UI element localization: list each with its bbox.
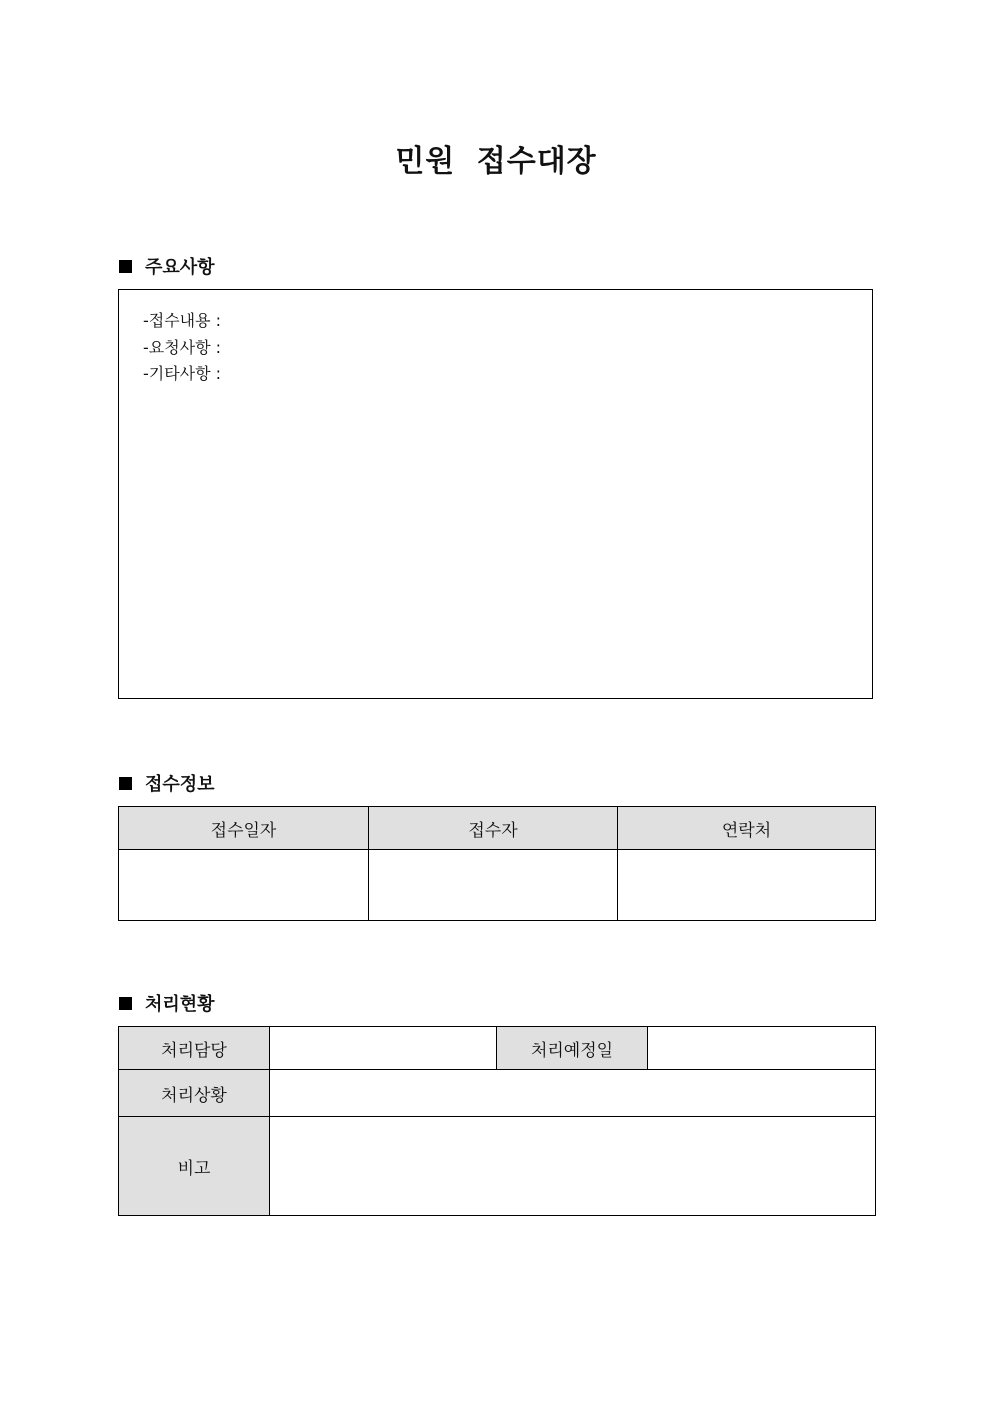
main-items-box[interactable]	[118, 289, 873, 699]
label-handler: 처리담당	[119, 1027, 270, 1070]
memo-line-request: -요청사항 :	[143, 337, 222, 357]
memo-line-other: -기타사항 :	[143, 364, 222, 383]
section-heading-label: 처리현황	[145, 994, 215, 1015]
section-heading-intake-info	[119, 770, 215, 796]
section-heading-main-items	[119, 253, 215, 279]
square-bullet-icon	[119, 777, 132, 790]
processing-status-table	[118, 1026, 876, 1216]
column-header-contact: 연락처	[618, 807, 876, 850]
section-heading-label: 접수정보	[145, 774, 215, 795]
handler-cell[interactable]	[270, 1027, 497, 1070]
label-status: 처리상황	[119, 1070, 270, 1117]
section-heading-processing-status	[119, 990, 215, 1016]
column-header-intake-date: 접수일자	[119, 807, 369, 850]
square-bullet-icon	[119, 997, 132, 1010]
section-heading-label: 주요사항	[145, 257, 215, 278]
status-cell[interactable]	[270, 1070, 876, 1117]
label-due-date: 처리예정일	[497, 1027, 648, 1070]
memo-line-intake-content: -접수내용 :	[143, 311, 222, 330]
intake-date-cell[interactable]	[119, 850, 369, 921]
label-remarks: 비고	[119, 1117, 270, 1216]
due-date-cell[interactable]	[648, 1027, 876, 1070]
page-title: 민원 접수대장	[395, 144, 597, 179]
contact-cell[interactable]	[618, 850, 876, 921]
remarks-cell[interactable]	[270, 1117, 876, 1216]
column-header-receiver: 접수자	[369, 807, 618, 850]
intake-info-table	[118, 806, 876, 921]
receiver-cell[interactable]	[369, 850, 618, 921]
square-bullet-icon	[119, 260, 132, 273]
